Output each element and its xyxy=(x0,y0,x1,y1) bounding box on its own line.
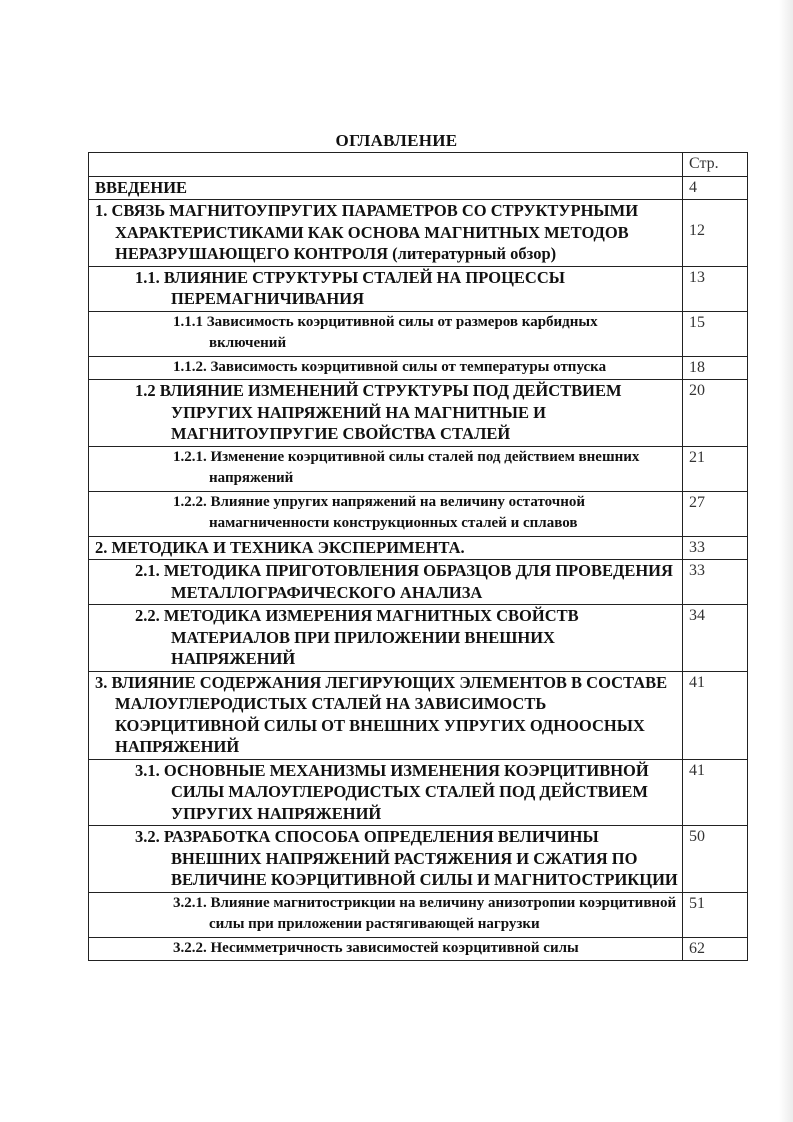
toc-page-number: 4 xyxy=(683,176,748,200)
toc-page-number: 50 xyxy=(683,826,748,893)
page-column-header: Стр. xyxy=(683,153,748,177)
toc-page-number: 27 xyxy=(683,491,748,536)
toc-row xyxy=(89,311,748,356)
toc-page-number: 21 xyxy=(683,446,748,491)
toc-row xyxy=(89,266,748,311)
toc-row xyxy=(89,380,748,447)
toc-row xyxy=(89,176,748,200)
page-title: ОГЛАВЛЕНИЕ xyxy=(335,131,458,150)
toc-entry-chapter-3[interactable]: 3. ВЛИЯНИЕ СОДЕРЖАНИЯ ЛЕГИРУЮЩИХ ЭЛЕМЕНТОВ В СОСТАВЕ МАЛОУГЛЕРОДИСТЫХ СТАЛЕЙ НА ЗАВИСИМОСТЬ КОЭРЦИТИВНОЙ СИЛЫ ОТ ВНЕШНИХ УПРУГИХ ОДНООСНЫХ НАПРЯЖЕНИЙ xyxy=(95,672,668,756)
toc-entry-chapter-1[interactable]: 1. СВЯЗЬ МАГНИТОУПРУГИХ ПАРАМЕТРОВ СО СТРУКТУРНЫМИ ХАРАКТЕРИСТИКАМИ КАК ОСНОВА МАГНИТНЫХ МЕТОДОВ НЕРАЗРУШАЮЩЕГО КОНТРОЛЯ (литературный обзор) xyxy=(95,201,639,263)
toc-header-row xyxy=(89,153,748,177)
toc-page-number: 51 xyxy=(683,892,748,937)
toc-row xyxy=(89,605,748,672)
toc-entry-subsection-3-2-1[interactable]: 3.2.1. Влияние магнитострикции на величину анизотропии коэрцитивной силы при приложении растягивающей нагрузки xyxy=(173,894,677,932)
toc-row xyxy=(89,671,748,759)
toc-row xyxy=(89,536,748,560)
toc-entry-section-3-1[interactable]: 3.1. ОСНОВНЫЕ МЕХАНИЗМЫ ИЗМЕНЕНИЯ КОЭРЦИТИВНОЙ СИЛЫ МАЛОУГЛЕРОДИСТЫХ СТАЛЕЙ ПОД ДЕЙСТВИЕМ УПРУГИХ НАПРЯЖЕНИЙ xyxy=(135,760,649,823)
toc-entry-subsection-1-1-1[interactable]: 1.1.1 Зависимость коэрцитивной силы от размеров карбидных включений xyxy=(173,313,598,351)
toc-header-title-cell xyxy=(89,153,683,177)
toc-table xyxy=(88,152,748,961)
toc-entry-subsection-1-2-2[interactable]: 1.2.2. Влияние упругих напряжений на величину остаточной намагниченности конструкционных сталей и сплавов xyxy=(173,493,585,531)
toc-entry-subsection-1-1-2[interactable]: 1.1.2. Зависимость коэрцитивной силы от температуры отпуска xyxy=(173,358,607,375)
toc-entry-subsection-1-2-1[interactable]: 1.2.1. Изменение коэрцитивной силы сталей под действием внешних напряжений xyxy=(173,448,640,486)
toc-entry-subsection-3-2-2[interactable]: 3.2.2. Несимметричность зависимостей коэрцитивной силы xyxy=(173,939,579,956)
toc-page-number: 41 xyxy=(683,671,748,759)
toc-row xyxy=(89,560,748,605)
toc-page-number: 13 xyxy=(683,266,748,311)
toc-entry-section-1-2[interactable]: 1.2 ВЛИЯНИЕ ИЗМЕНЕНИЙ СТРУКТУРЫ ПОД ДЕЙСТВИЕМ УПРУГИХ НАПРЯЖЕНИЙ НА МАГНИТНЫЕ И МАГНИТОУПРУГИЕ СВОЙСТВА СТАЛЕЙ xyxy=(135,381,622,443)
toc-entry-section-3-2[interactable]: 3.2. РАЗРАБОТКА СПОСОБА ОПРЕДЕЛЕНИЯ ВЕЛИЧИНЫ ВНЕШНИХ НАПРЯЖЕНИЙ РАСТЯЖЕНИЯ И СЖАТИЯ ПО ВЕЛИЧИНЕ КОЭРЦИТИВНОЙ СИЛЫ И МАГНИТОСТРИКЦИИ xyxy=(135,827,678,889)
toc-page-number: 15 xyxy=(683,311,748,356)
toc-page-number: 12 xyxy=(683,200,748,267)
toc-row xyxy=(89,200,748,267)
toc-row xyxy=(89,446,748,491)
toc-page-number: 62 xyxy=(683,937,748,961)
toc-page-number: 33 xyxy=(683,536,748,560)
toc-row xyxy=(89,892,748,937)
toc-row xyxy=(89,937,748,961)
toc-row xyxy=(89,491,748,536)
toc-row xyxy=(89,356,748,380)
toc-entry-chapter-2[interactable]: 2. МЕТОДИКА И ТЕХНИКА ЭКСПЕРИМЕНТА. xyxy=(95,537,465,557)
toc-entry-section-1-1[interactable]: 1.1. ВЛИЯНИЕ СТРУКТУРЫ СТАЛЕЙ НА ПРОЦЕССЫ ПЕРЕМАГНИЧИВАНИЯ xyxy=(135,267,565,308)
toc-row xyxy=(89,826,748,893)
toc-entry-section-2-2[interactable]: 2.2. МЕТОДИКА ИЗМЕРЕНИЯ МАГНИТНЫХ СВОЙСТВ МАТЕРИАЛОВ ПРИ ПРИЛОЖЕНИИ ВНЕШНИХ НАПРЯЖЕНИЙ xyxy=(135,606,579,668)
toc-page-number: 20 xyxy=(683,380,748,447)
toc-page-number: 34 xyxy=(683,605,748,672)
toc-page-number: 33 xyxy=(683,560,748,605)
toc-page-number: 18 xyxy=(683,356,748,380)
toc-entry-section-2-1[interactable]: 2.1. МЕТОДИКА ПРИГОТОВЛЕНИЯ ОБРАЗЦОВ ДЛЯ ПРОВЕДЕНИЯ МЕТАЛЛОГРАФИЧЕСКОГО АНАЛИЗА xyxy=(135,561,673,602)
toc-entry-intro[interactable]: ВВЕДЕНИЕ xyxy=(95,177,188,197)
toc-page-number: 41 xyxy=(683,759,748,826)
toc-row xyxy=(89,759,748,826)
page-edge-shadow xyxy=(779,0,793,1122)
